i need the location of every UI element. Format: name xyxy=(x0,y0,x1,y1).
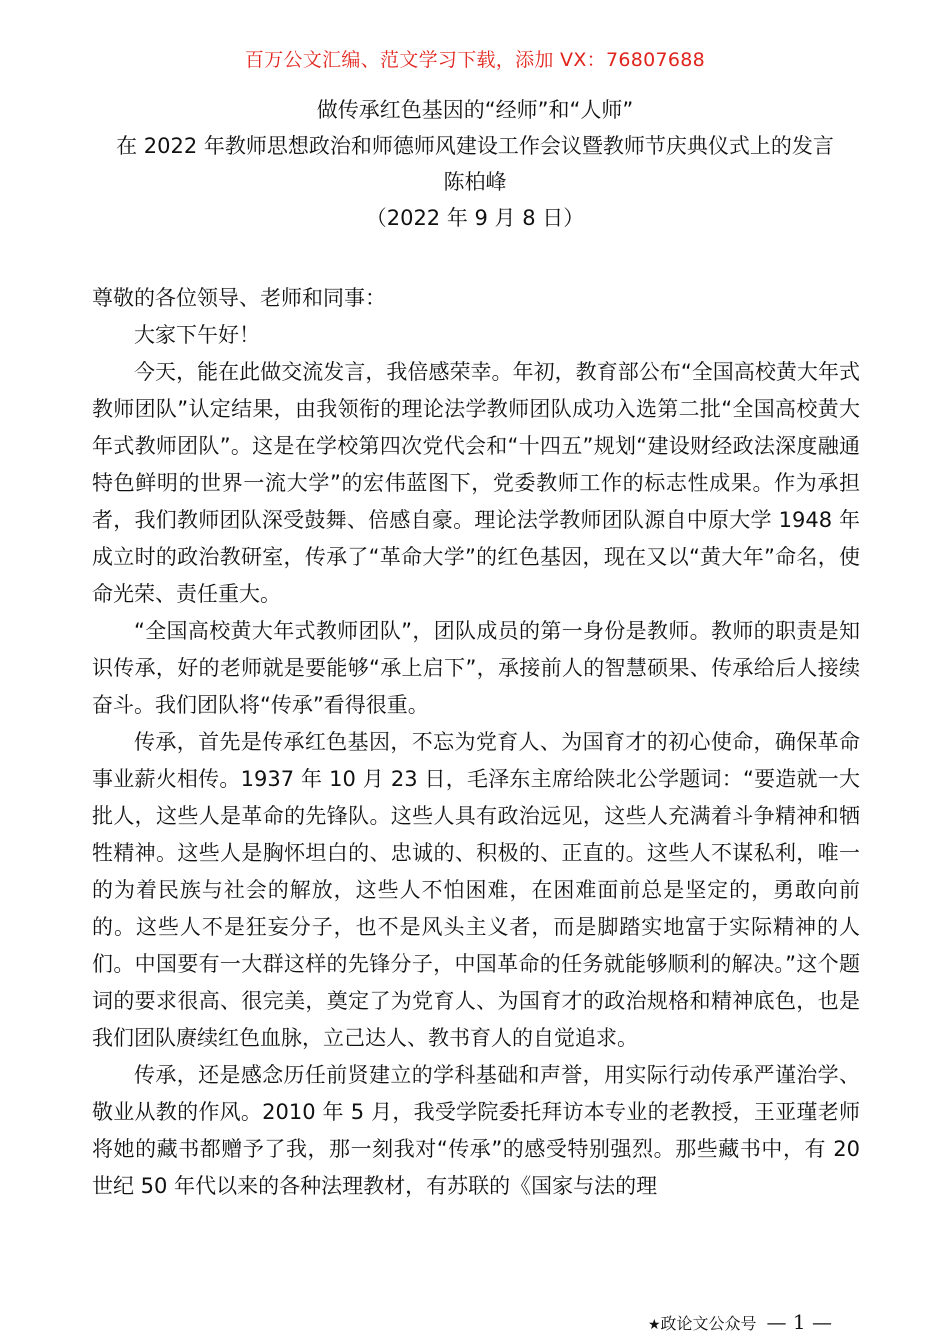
greeting: 大家下午好！ xyxy=(134,323,260,347)
title-block xyxy=(60,92,890,236)
page-footer xyxy=(648,1310,832,1337)
salutation: 尊敬的各位领导、老师和同事： xyxy=(92,286,386,310)
paragraph: 传承，还是感念历任前贤建立的学科基础和声誉，用实际行动传承严谨治学、敬业从教的作风。2010 年 5 月，我受学院委托拜访本专业的老教授，王亚瑾老师将她的藏书都赠予了我，那一刻我对“传承”的感受特别强烈。那些藏书中，有 20 世纪 50 年代以来的各种法理教材，有苏联的《国家与法的理 xyxy=(92,1063,860,1198)
page-number: — 1 — xyxy=(766,1310,832,1334)
footer-label: 政论文公众号 xyxy=(660,1314,757,1333)
watermark-header: 百万公文汇编、范文学习下载，添加 VX：76807688 xyxy=(244,49,706,71)
author-name: 陈柏峰 xyxy=(443,170,507,194)
document-title: 做传承红色基因的“经师”和“人师” xyxy=(316,98,634,122)
document-subtitle: 在 2022 年教师思想政治和师德师风建设工作会议暨教师节庆典仪式上的发言 xyxy=(116,134,834,158)
speech-date: （2022 年 9 月 8 日） xyxy=(365,206,585,230)
body-text xyxy=(92,280,860,1205)
paragraph: 传承，首先是传承红色基因，不忘为党育人、为国育才的初心使命，确保革命事业薪火相传。1937 年 10 月 23 日，毛泽东主席给陕北公学题词：“要造就一大批人，这些人是革命的先锋队。这些人具有政治远见，这些人充满着斗争精神和牺牲精神。这些人是胸怀坦白的、忠诚的、积极的、正直的。这些人不谋私利，唯一的为着民族与社会的解放，这些人不怕困难，在困难面前总是坚定的，勇敢向前的。这些人不是狂妄分子，也不是风头主义者，而是脚踏实地富于实际精神的人们。中国要有一大群这样的先锋分子，中国革命的任务就能够顺利的解决。”这个题词的要求很高、很完美，奠定了为党育人、为国育才的政治规格和精神底色，也是我们团队赓续红色血脉，立己达人、教书育人的自觉追求。 xyxy=(92,730,860,1050)
paragraph: 今天，能在此做交流发言，我倍感荣幸。年初，教育部公布“全国高校黄大年式教师团队”认定结果，由我领衔的理论法学教师团队成功入选第二批“全国高校黄大年式教师团队”。这是在学校第四次党代会和“十四五”规划“建设财经政法深度融通特色鲜明的世界一流大学”的宏伟蓝图下，党委教师工作的标志性成果。作为承担者，我们教师团队深受鼓舞、倍感自豪。理论法学教师团队源自中原大学 1948 年成立时的政治教研室，传承了“革命大学”的红色基因，现在又以“黄大年”命名，使命光荣、责任重大。 xyxy=(92,360,860,606)
paragraph: “全国高校黄大年式教师团队”，团队成员的第一身份是教师。教师的职责是知识传承，好的老师就是要能够“承上启下”，承接前人的智慧硕果、传承给后人接续奋斗。我们团队将“传承”看得很重。 xyxy=(92,619,860,717)
star-icon: ★ xyxy=(647,1317,661,1333)
